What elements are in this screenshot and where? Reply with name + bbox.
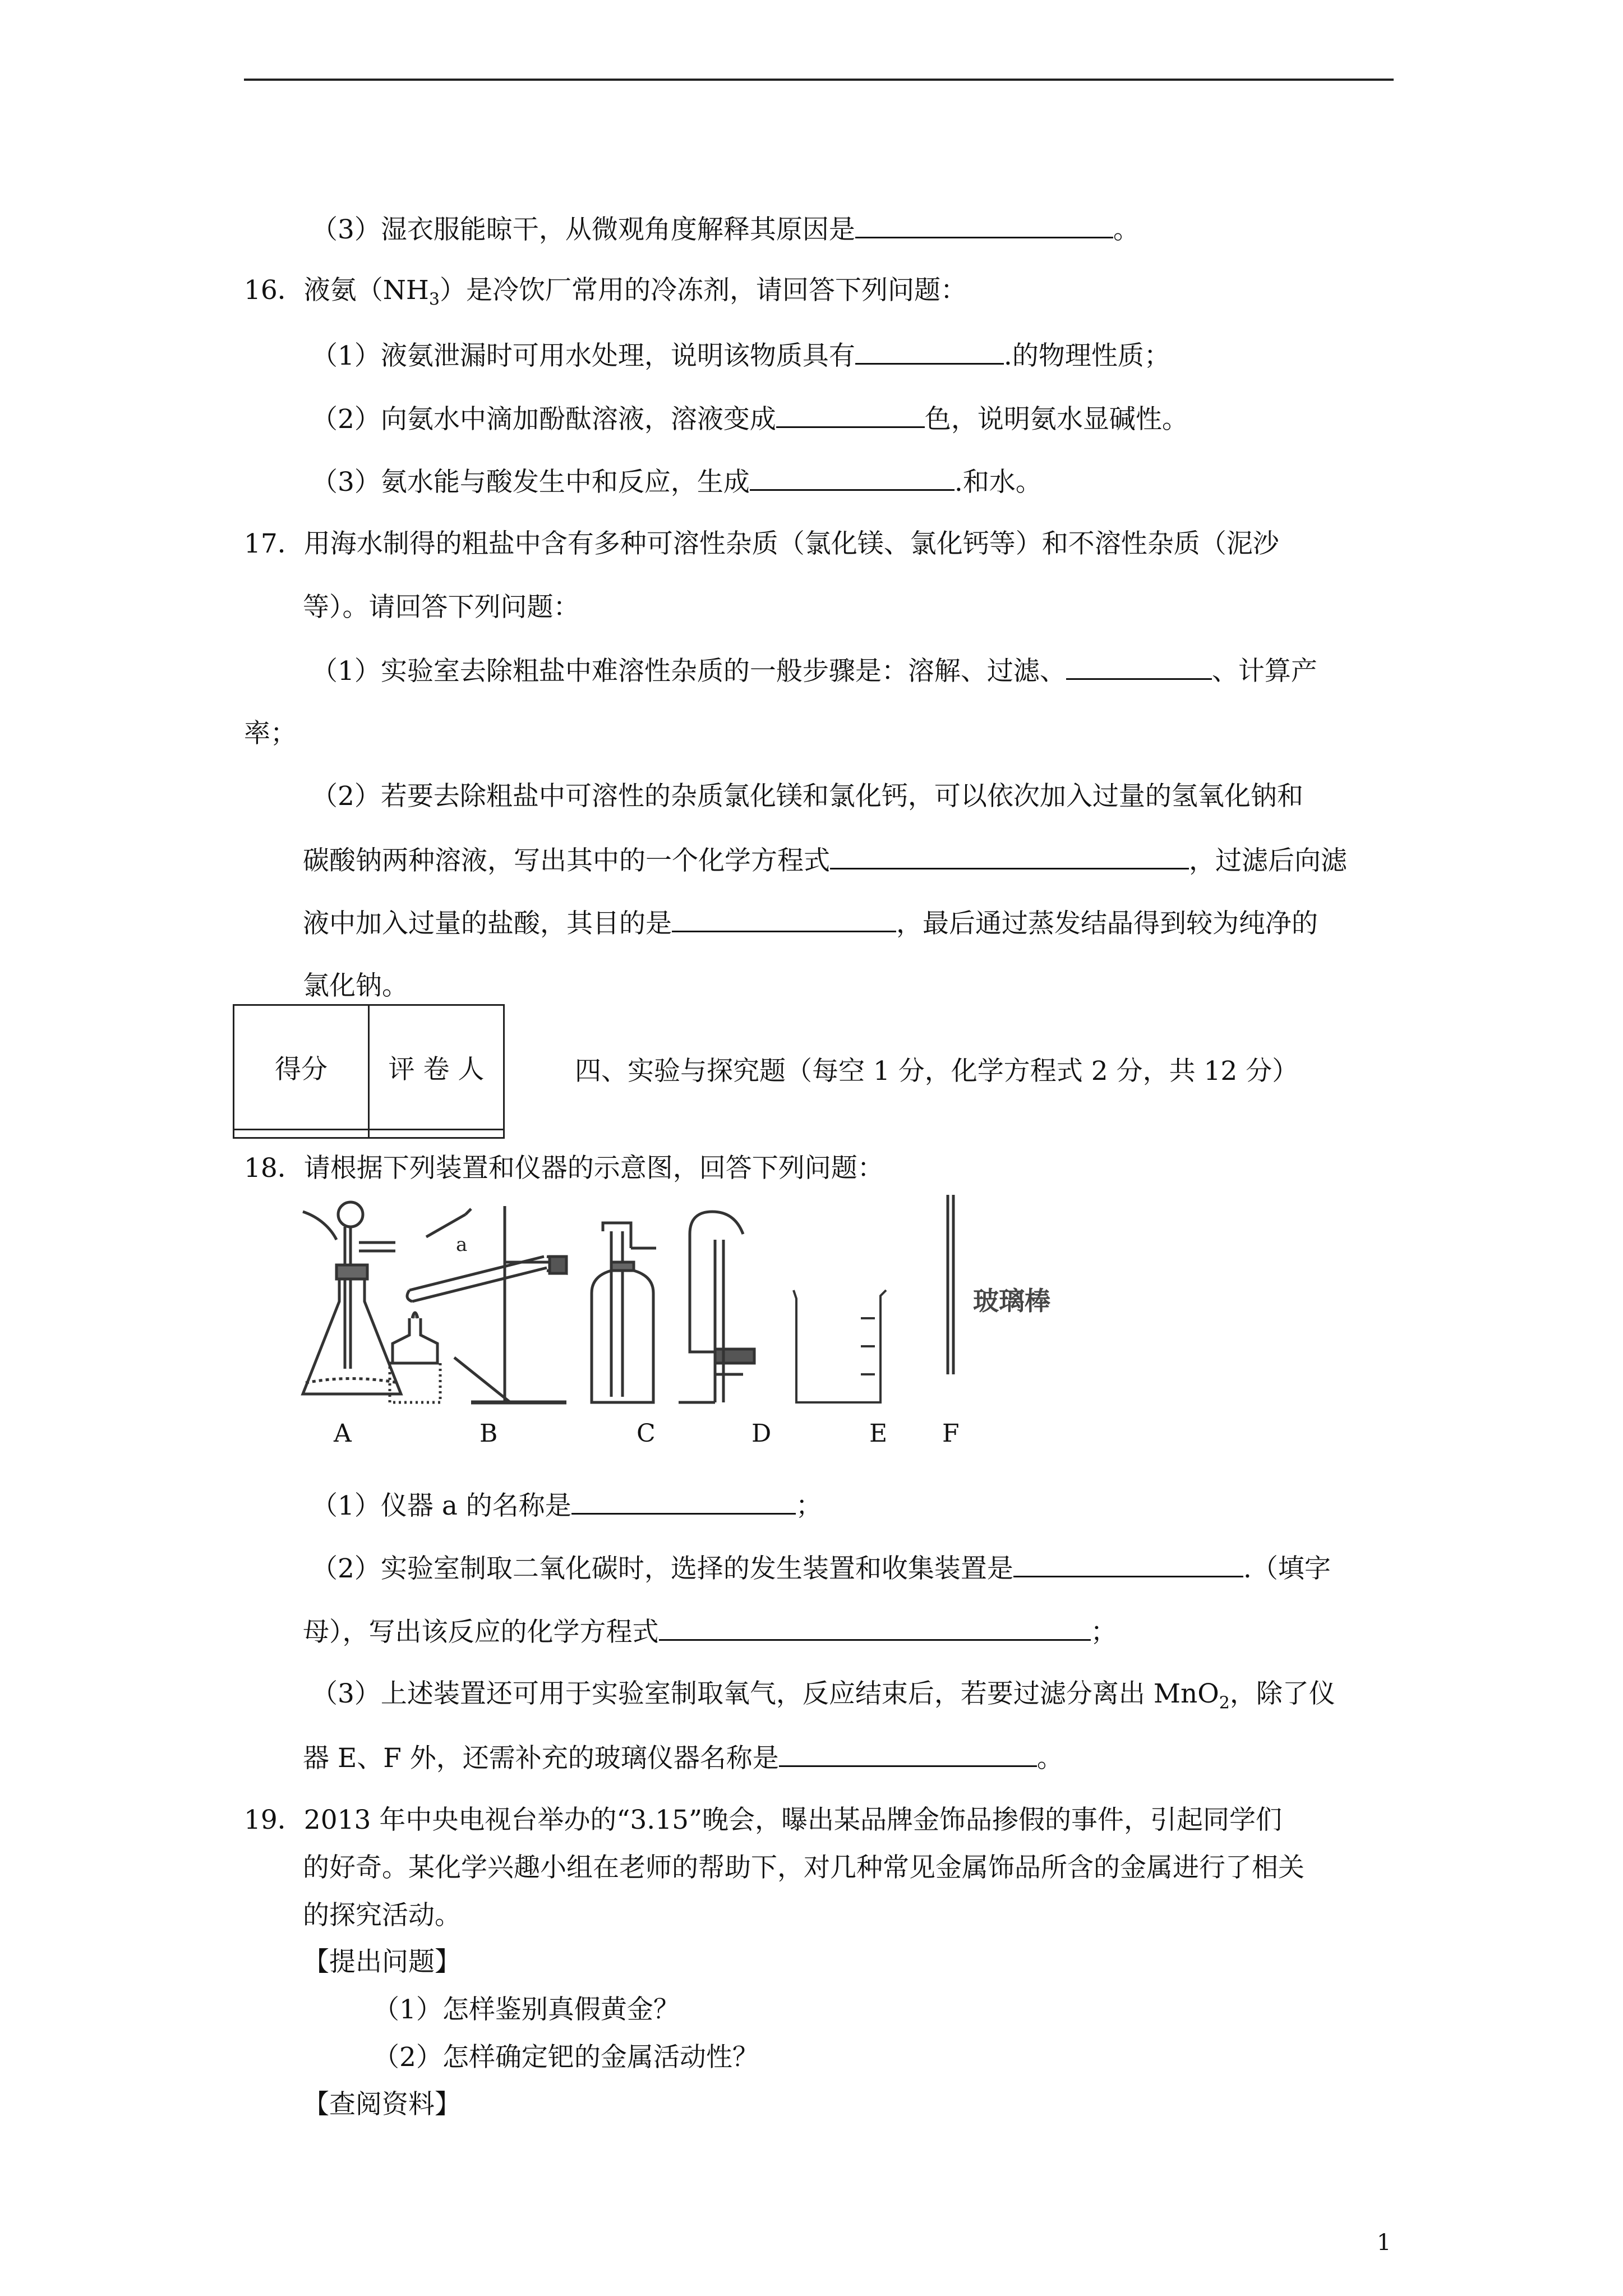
answer-blank[interactable] [672,906,896,932]
label-C: C [637,1419,656,1448]
q17-part2-line3-end: ，最后通过蒸发结晶得到较为纯净的 [896,908,1318,939]
q17-stem-line2: 等）。请回答下列问题： [303,592,580,623]
q17-part2-line4: 氯化钠。 [303,970,408,1001]
subscript: 3 [428,289,440,310]
apparatus-e-beaker [794,1290,886,1402]
apparatus-a-conical-flask [303,1202,401,1394]
q18-part2 [311,1551,1331,1586]
q17-part2-line2-text: 碳酸钠两种溶液，写出其中的一个化学方程式 [303,845,830,876]
q17-part2-line3 [303,906,1318,941]
q16-part2-text: （2）向氨水中滴加酚酞溶液，溶液变成 [311,404,776,435]
q15-part3-text: （3）湿衣服能晾干，从微观角度解释其原因是 [311,214,855,245]
q18-part3-line2-text: 器 E、F 外，还需补充的玻璃仪器名称是 [303,1743,779,1774]
q18-part1-text: （1）仪器 a 的名称是 [311,1490,571,1521]
q18-part3-end: ，除了仪 [1229,1678,1335,1709]
q19-line3: 的探究活动。 [303,1900,461,1931]
q17-part2-line2-end: ，过滤后向滤 [1189,845,1347,876]
q19-heading-questions: 【提出问题】 [303,1947,461,1977]
apparatus-f-glass-rod [948,1195,953,1374]
answer-blank[interactable] [779,1741,1037,1767]
apparatus-b-heating-setup [390,1206,566,1402]
q19-heading-references: 【查阅资料】 [303,2089,461,2120]
answer-blank[interactable] [776,402,925,428]
glass-rod-label: 玻璃棒 [973,1286,1050,1316]
q18-part3-text: （3）上述装置还可用于实验室制取氧气，反应结束后，若要过滤分离出 MnO [311,1678,1219,1709]
q17-part2-line3-text: 液中加入过量的盐酸，其目的是 [303,908,672,939]
q18-part2-end: .（填字 [1243,1553,1331,1584]
q15-part3-end: 。 [1113,214,1140,245]
grader-header: 评 卷 人 [369,1005,504,1130]
q18-part2-text: （2）实验室制取二氧化碳时，选择的发生装置和收集装置是 [311,1553,1013,1584]
score-table [233,1004,505,1139]
q19-line1: 19．2013 年中央电视台举办的“3.15”晚会，曝出某品牌金饰品掺假的事件，引起同学们 [244,1805,1283,1835]
q18-stem: 18．请根据下列装置和仪器的示意图，回答下列问题： [244,1153,884,1184]
section4-title: 四、实验与探究题（每空 1 分，化学方程式 2 分，共 12 分） [575,1056,1299,1087]
q16-part3-end: .和水。 [954,467,1042,498]
label-F: F [942,1419,960,1448]
subscript: 2 [1219,1693,1230,1713]
q16-part3 [311,464,1042,499]
q16-part2 [311,402,1188,436]
header-rule [244,79,1394,81]
q17-part1-continued: 率； [244,718,297,749]
label-A: A [334,1419,352,1448]
q19-question2: （2）怎样确定钯的金属活动性？ [373,2042,759,2073]
q16-part1-end: .的物理性质； [1003,341,1170,371]
score-header: 得分 [234,1005,369,1130]
q17-part1-text: （1）实验室去除粗盐中难溶性杂质的一般步骤是：溶解、过滤、 [311,656,1066,687]
q18-part2-line2 [303,1614,1117,1649]
q16-stem [244,274,967,316]
answer-blank[interactable] [750,464,955,491]
answer-blank[interactable] [1066,654,1212,680]
apparatus-figure [297,1189,1155,1430]
q16-stem-text-2: ）是冷饮厂常用的冷冻剂，请回答下列问题： [440,275,967,306]
page-number: 1 [1377,2230,1391,2256]
q17-part2-line1: （2）若要去除粗盐中可溶性的杂质氯化镁和氯化钙，可以依次加入过量的氢氧化钠和 [311,781,1303,812]
q18-part1-end: ； [795,1490,822,1521]
q17-part1 [311,654,1317,688]
q19-line2: 的好奇。某化学兴趣小组在老师的帮助下，对几种常见金属饰品所含的金属进行了相关 [303,1852,1304,1883]
label-E: E [869,1419,888,1448]
answer-blank[interactable] [1013,1551,1243,1577]
q18-part3 [311,1677,1335,1720]
q18-part1 [311,1488,822,1523]
answer-blank[interactable] [855,212,1113,238]
q19-question1: （1）怎样鉴别真假黄金？ [373,1994,680,2025]
label-D: D [751,1419,772,1448]
q16-stem-text: 16．液氨（NH [244,275,429,306]
q16-part1-text: （1）液氨泄漏时可用水处理，说明该物质具有 [311,341,855,371]
apparatus-d-water-collection [679,1212,754,1402]
q15-part3 [311,212,1140,247]
apparatus-c-gas-bottle [592,1223,656,1402]
answer-blank[interactable] [659,1614,1091,1641]
q18-part3-line2 [303,1741,1063,1775]
q16-part2-end: 色，说明氨水显碱性。 [924,404,1188,435]
answer-blank[interactable] [571,1488,796,1515]
grader-cell[interactable] [369,1129,504,1138]
answer-blank[interactable] [830,843,1189,869]
q18-part3-line2-end: 。 [1036,1743,1063,1774]
q18-part2-line2-end: ； [1090,1617,1117,1648]
q18-part2-line2-text: 母），写出该反应的化学方程式 [303,1617,659,1648]
label-a: a [456,1234,468,1256]
q16-part1 [311,338,1170,373]
score-cell[interactable] [234,1129,369,1138]
q17-stem-line1: 17．用海水制得的粗盐中含有多种可溶性杂质（氯化镁、氯化钙等）和不溶性杂质（泥沙 [244,528,1279,559]
q17-part2-line2 [303,843,1347,878]
label-B: B [479,1419,498,1448]
q17-part1-end: 、计算产 [1211,656,1317,687]
answer-blank[interactable] [855,338,1004,365]
q16-part3-text: （3）氨水能与酸发生中和反应，生成 [311,467,750,498]
